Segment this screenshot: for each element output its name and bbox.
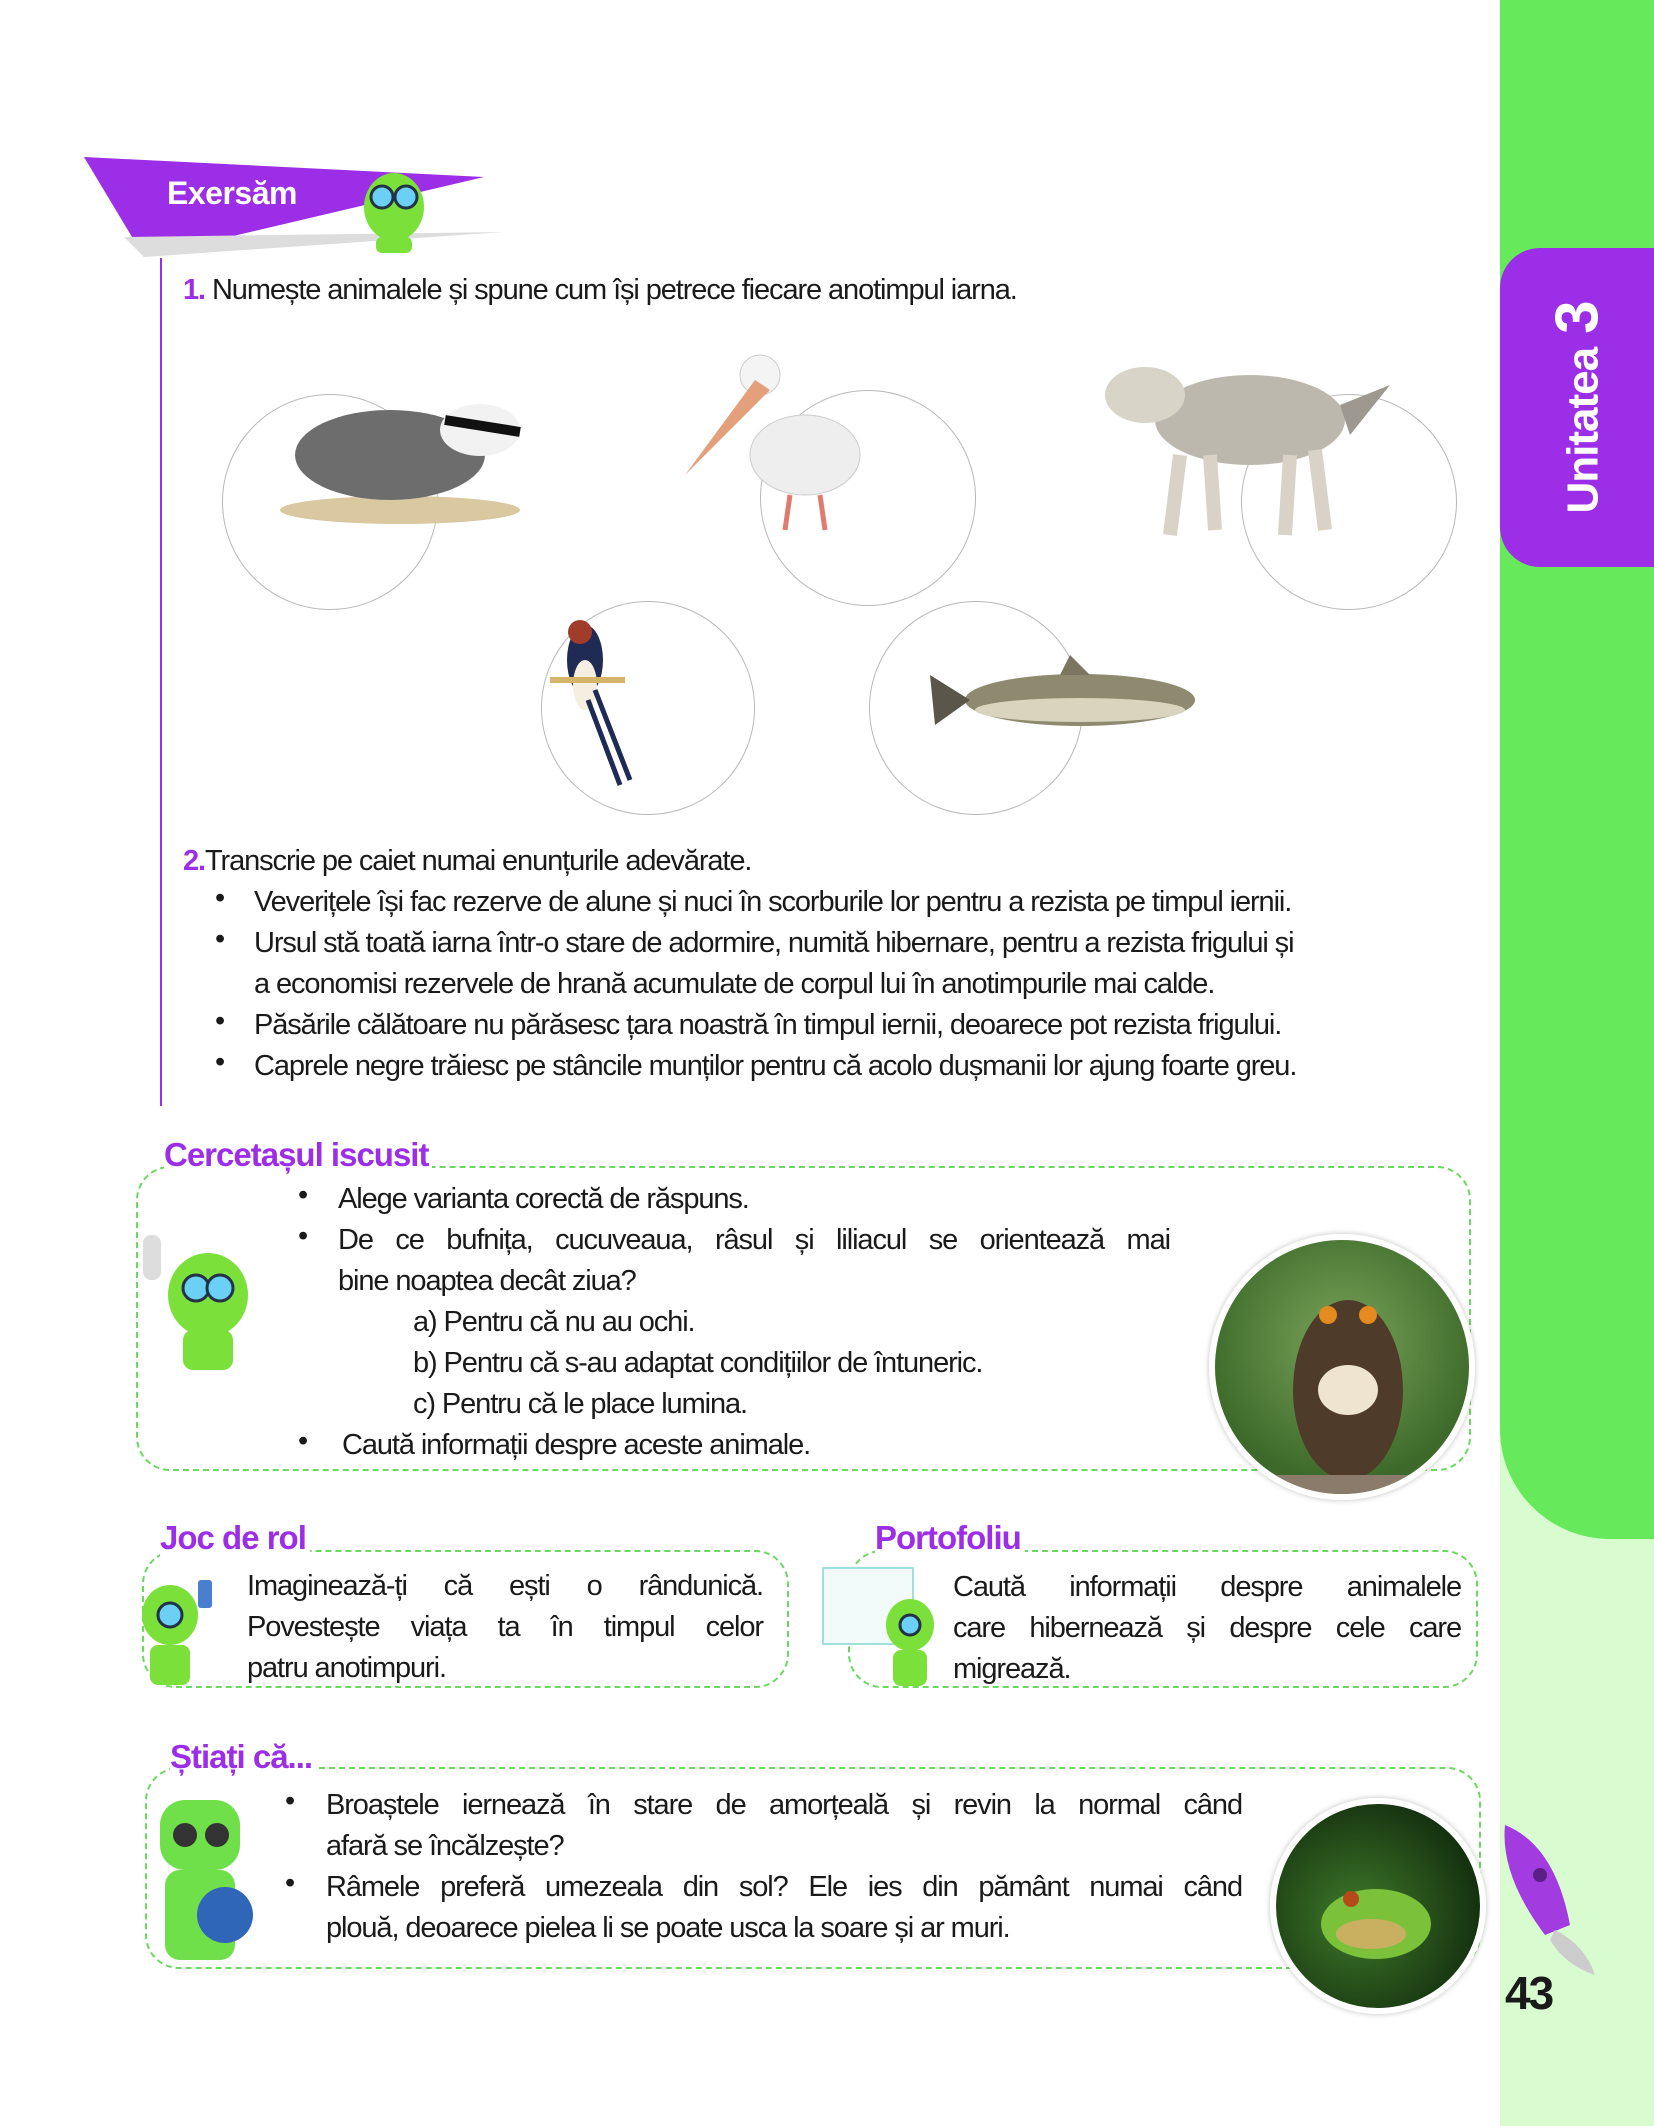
- roleplay-line: Imaginează-ți că ești o rândunică.: [247, 1570, 763, 1602]
- wolf-image: [1100, 335, 1400, 545]
- did-you-know-title: Știați că...: [170, 1738, 316, 1776]
- scout-item: Alege varianta corectă de răspuns.: [338, 1183, 749, 1215]
- exercise-number: 2.: [183, 845, 205, 877]
- unit-number: 3: [1543, 301, 1611, 334]
- fact-item-continued: afară se încălzește?: [326, 1830, 564, 1862]
- portfolio-title: Portofoliu: [875, 1519, 1025, 1557]
- list-item: Veverițele își fac rezerve de alune și nuci în scorburile lor pentru a rezista pe timpul iernii.: [254, 886, 1292, 918]
- robot-mascot-icon: [875, 1590, 945, 1690]
- list-item: Ursul stă toată iarna într-o stare de adormire, numită hibernare, pentru a rezista frigului și: [254, 927, 1294, 959]
- scout-item-continued: bine noaptea decât ziua?: [338, 1265, 636, 1297]
- bullet: •: [215, 1046, 226, 1078]
- list-item-continued: a economisi rezervele de hrană acumulate de corpul lui în anotimpurile mai calde.: [254, 968, 1215, 1000]
- fact-item-continued: plouă, deoarece pielea li se poate usca la soare și ar muri.: [326, 1912, 1010, 1944]
- bullet: •: [215, 923, 226, 955]
- list-item: Păsările călătoare nu părăsesc țara noastră în timpul iernii, deoarece pot rezista frigului.: [254, 1009, 1282, 1041]
- trout-image: [930, 650, 1210, 740]
- frog-photo: [1270, 1798, 1486, 2014]
- scout-title: Cercetașul iscusit: [164, 1136, 432, 1174]
- robot-globe-icon: [145, 1790, 265, 1965]
- portfolio-line: migrează.: [953, 1653, 1071, 1685]
- banner-title: Exersăm: [167, 175, 297, 211]
- fact-item: Broaștele iernează în stare de amorțeală și revin la normal când: [326, 1789, 1242, 1821]
- swallow-image: [550, 610, 650, 790]
- section-divider: [160, 258, 162, 1106]
- unit-label: [1500, 248, 1654, 567]
- rocket-icon: [1495, 1815, 1615, 1975]
- roleplay-line: patru anotimpuri.: [247, 1652, 446, 1684]
- badger-image: [270, 370, 540, 530]
- pelican-image: [675, 345, 875, 535]
- unit-label-text: Unitatea: [1558, 347, 1608, 514]
- bullet: •: [298, 1425, 309, 1457]
- exersam-banner: [84, 157, 504, 267]
- exercise-number: 1.: [183, 274, 205, 306]
- list-item: Caprele negre trăiesc pe stâncile munților pentru că acolo dușmanii lor ajung foarte greu.: [254, 1050, 1297, 1082]
- bullet: •: [215, 1005, 226, 1037]
- bullet: •: [285, 1867, 296, 1899]
- roleplay-line: Povestește viața ta în timpul celor: [247, 1611, 763, 1643]
- portfolio-line: Caută informații despre animalele: [953, 1571, 1461, 1603]
- sidebar-green-band: [1500, 0, 1654, 1539]
- roleplay-title: Joc de rol: [160, 1519, 310, 1557]
- exercise-text: Transcrie pe caiet numai enunțurile adevărate.: [205, 845, 752, 877]
- owl-photo: [1209, 1234, 1475, 1500]
- answer-option-a: a) Pentru că nu au ochi.: [413, 1306, 695, 1338]
- scout-item: De ce bufnița, cucuveaua, râsul și liliacul se orientează mai: [338, 1224, 1170, 1256]
- bullet: •: [298, 1179, 309, 1211]
- page-number: 43: [1505, 1967, 1553, 2019]
- bullet: •: [298, 1220, 309, 1252]
- answer-option-c: c) Pentru că le place lumina.: [413, 1388, 747, 1420]
- answer-option-b: b) Pentru că s-au adaptat condițiilor de întuneric.: [413, 1347, 983, 1379]
- robot-phone-icon: [130, 1570, 225, 1690]
- portfolio-line: care hibernează și despre cele care: [953, 1612, 1461, 1644]
- scout-item: Caută informații despre aceste animale.: [342, 1429, 811, 1461]
- bullet: •: [285, 1785, 296, 1817]
- exercise-text: Numește animalele și spune cum își petrece fiecare anotimpul iarna.: [211, 274, 1017, 306]
- fact-item: Râmele preferă umezeala din sol? Ele ies din pământ numai când: [326, 1871, 1242, 1903]
- robot-lightbulb-icon: [138, 1230, 263, 1375]
- bullet: •: [215, 882, 226, 914]
